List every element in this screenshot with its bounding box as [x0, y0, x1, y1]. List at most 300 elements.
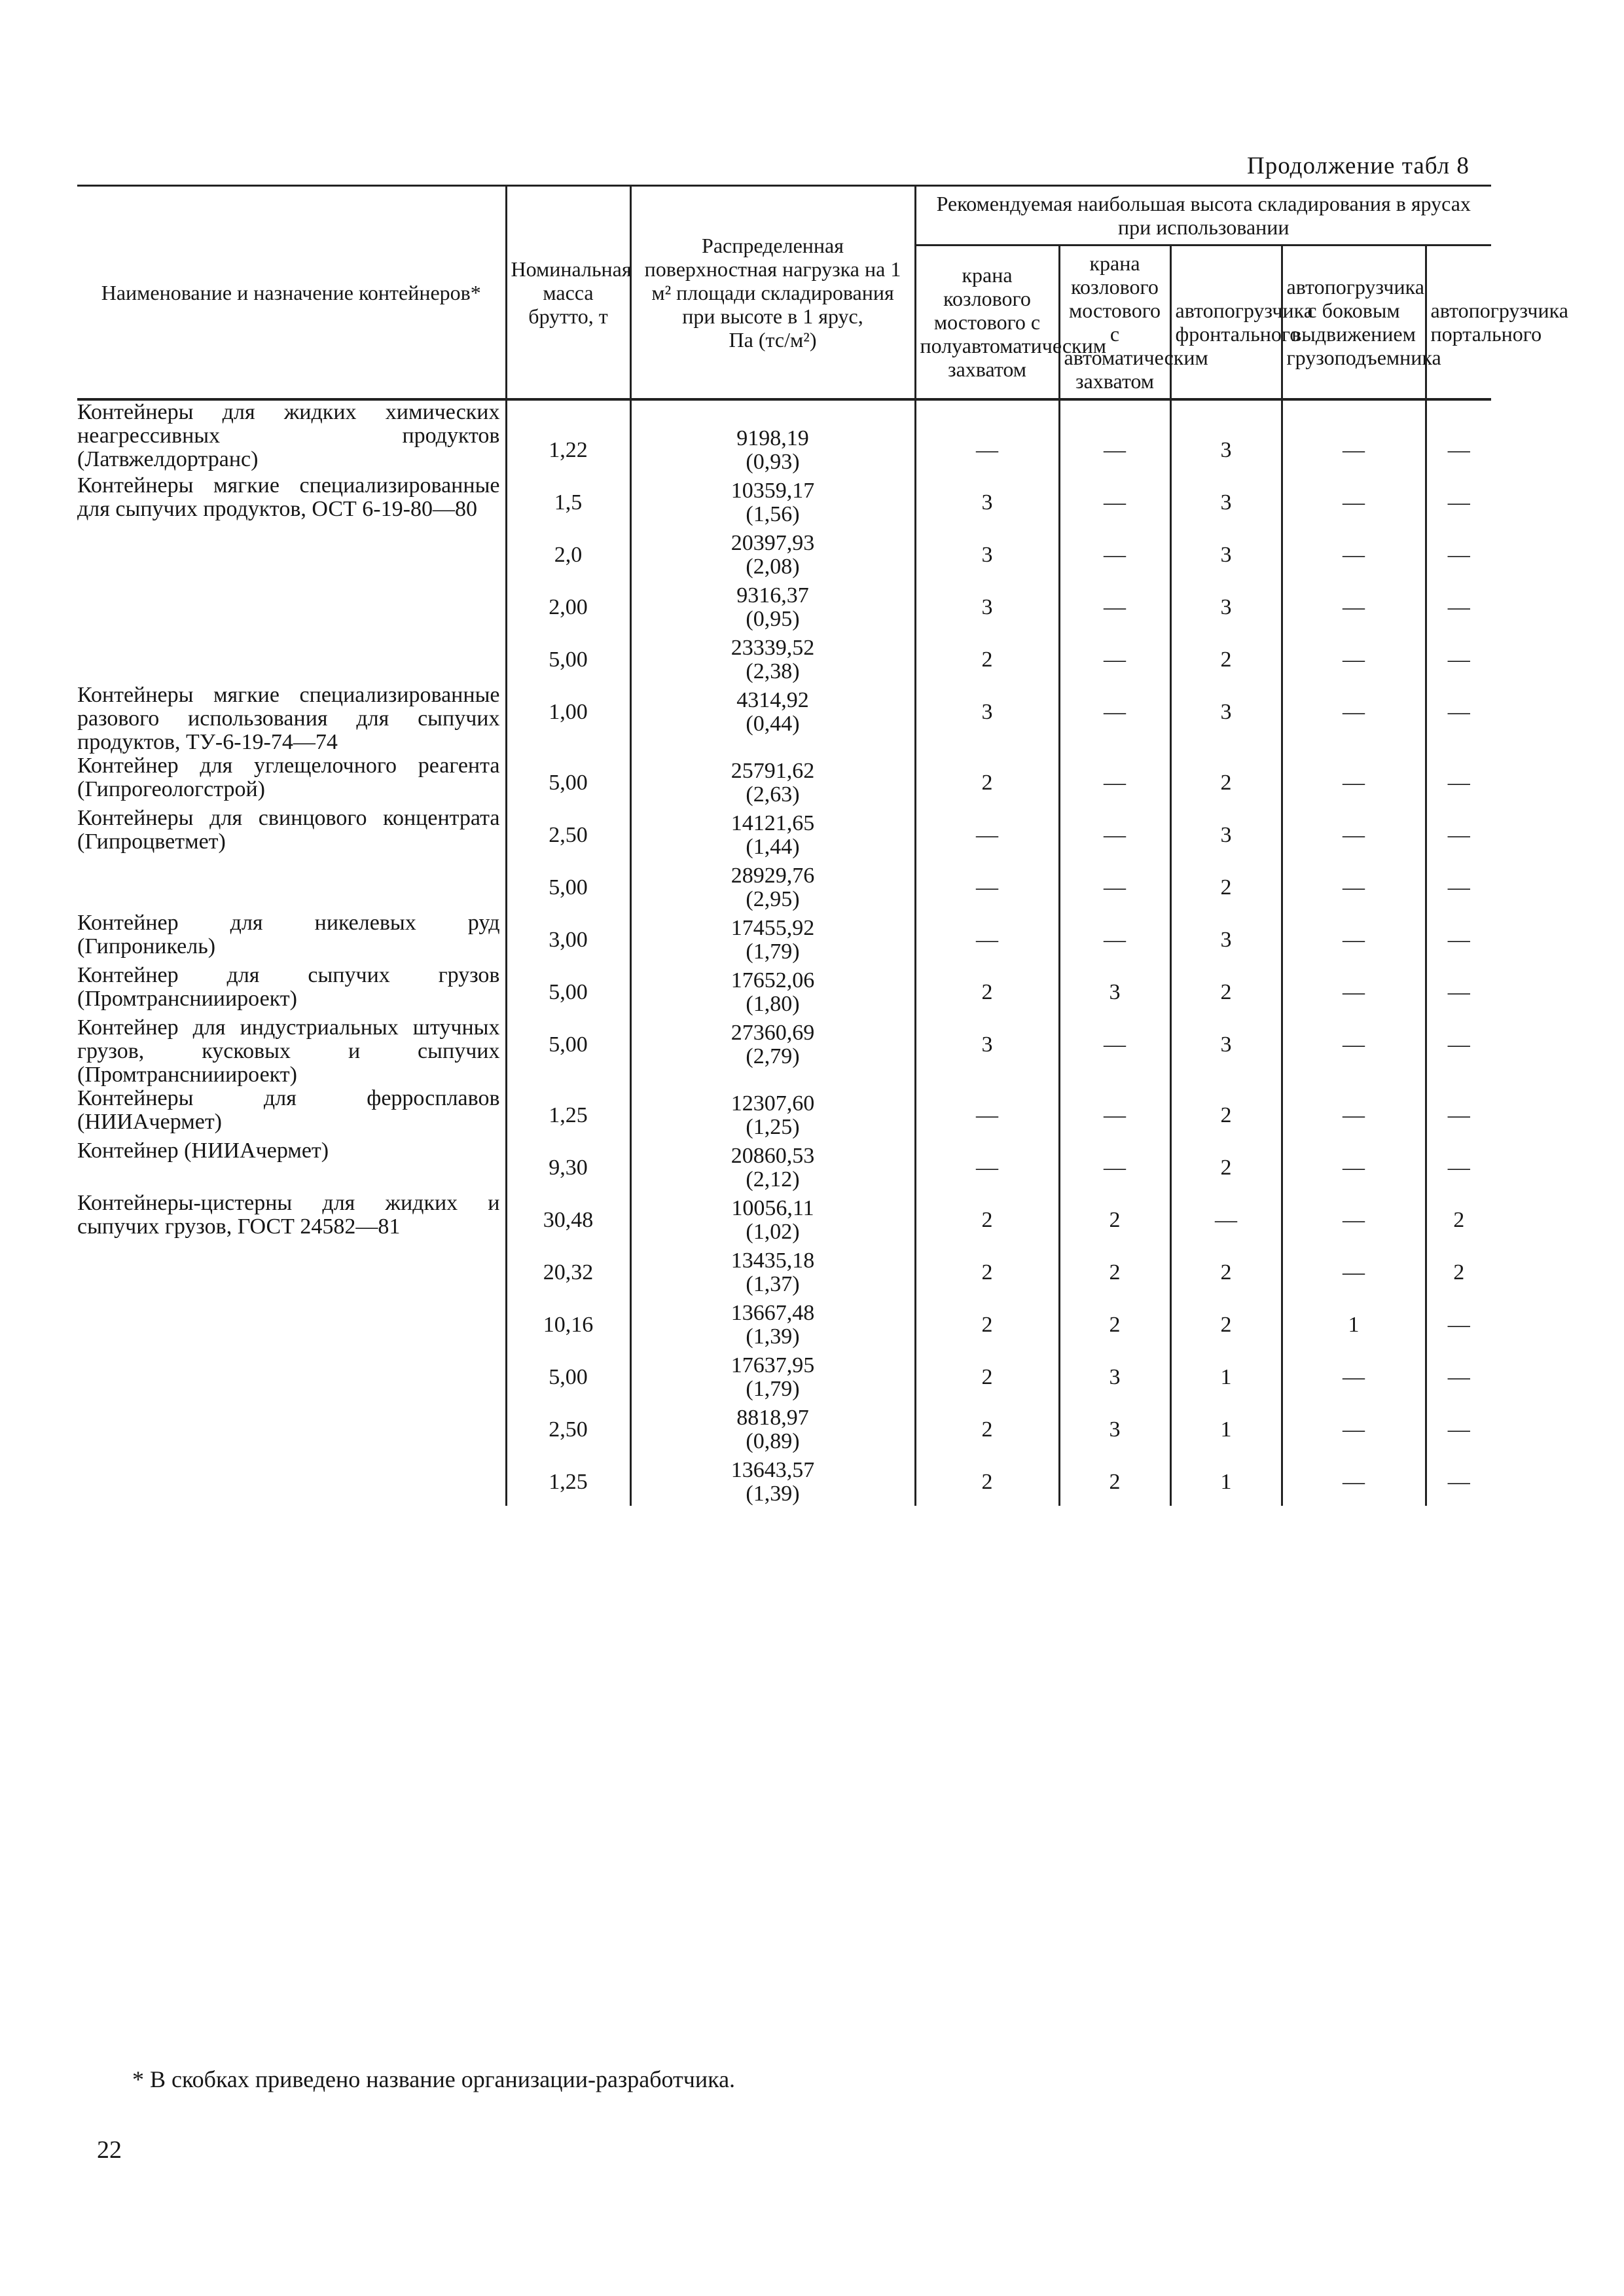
height-value: 2	[1220, 1313, 1232, 1337]
container-name: Контейнер для углещелочного реагента (Гипрогеологстрой)	[77, 754, 500, 801]
height-cell-2	[1059, 859, 1170, 911]
load-tc: (2,79)	[746, 1044, 800, 1068]
mass-cell	[506, 1296, 630, 1349]
load-cell	[630, 399, 915, 474]
height-cell-4	[1282, 1453, 1426, 1506]
height-cell-5	[1426, 1192, 1491, 1244]
height-value: —	[1104, 700, 1126, 724]
load-cell	[630, 807, 915, 859]
height-cell-3	[1170, 631, 1282, 683]
load-tc: (1,37)	[746, 1272, 800, 1296]
height-cell-1	[915, 683, 1059, 754]
height-cell-5	[1426, 526, 1491, 579]
height-value: 2	[1453, 1260, 1465, 1285]
mass-value: 2,50	[549, 823, 588, 847]
height-value: 2	[1109, 1260, 1121, 1285]
load-tc: (1,79)	[746, 1377, 800, 1401]
height-cell-5	[1426, 474, 1491, 526]
height-value: —	[976, 875, 998, 900]
load-cell	[630, 911, 915, 964]
height-cell-5	[1426, 1453, 1491, 1506]
height-value: —	[1447, 490, 1470, 515]
height-value: —	[1447, 543, 1470, 567]
height-value: —	[1447, 1313, 1470, 1337]
height-cell-3	[1170, 1139, 1282, 1192]
height-value: 2	[1109, 1313, 1121, 1337]
mass-cell	[506, 911, 630, 964]
height-value: —	[1343, 1470, 1365, 1494]
height-value: —	[1447, 823, 1470, 847]
load-cell	[630, 859, 915, 911]
height-value: —	[1104, 928, 1126, 952]
height-value: 2	[981, 647, 993, 672]
container-name: Контейнеры мягкие специализированные разового использования для сыпучих продуктов, ТУ-6-19-74—74	[77, 683, 500, 754]
height-cell-3	[1170, 859, 1282, 911]
height-cell-2	[1059, 1296, 1170, 1349]
height-value: 3	[981, 543, 993, 567]
load-pa: 9198,19	[736, 426, 809, 450]
load-tc: (1,56)	[746, 502, 800, 526]
mass-value: 5,00	[549, 647, 588, 672]
height-value: 3	[981, 1032, 993, 1057]
mass-cell	[506, 526, 630, 579]
container-name: Контейнеры-цистерны для жидких и сыпучих грузов, ГОСТ 24582—81	[77, 1191, 500, 1239]
load-pa: 10359,17	[731, 479, 815, 503]
container-name: Контейнер для индустриальных штучных грузов, кусковых и сыпучих (Промтранснииироект)	[77, 1015, 500, 1087]
height-cell-1	[915, 911, 1059, 964]
height-cell-1	[915, 807, 1059, 859]
height-value: —	[1104, 875, 1126, 900]
load-tc: (2,12)	[746, 1167, 800, 1192]
height-cell-1	[915, 1349, 1059, 1401]
height-value: 3	[1109, 1417, 1121, 1442]
height-cell-3	[1170, 526, 1282, 579]
mass-cell	[506, 754, 630, 807]
height-cell-4	[1282, 1244, 1426, 1296]
height-value: 2	[1220, 1103, 1232, 1127]
load-pa: 23339,52	[731, 636, 815, 660]
height-cell-5	[1426, 859, 1491, 911]
mass-cell	[506, 399, 630, 474]
height-value: —	[1215, 1208, 1237, 1232]
header-sub-4: автопогрузчика с боковым выдвижением грузоподъемника	[1282, 246, 1426, 400]
height-cell-5	[1426, 631, 1491, 683]
load-pa: 17455,92	[731, 916, 815, 940]
height-value: —	[1343, 438, 1365, 462]
height-cell-5	[1426, 1087, 1491, 1139]
height-cell-3	[1170, 1349, 1282, 1401]
mass-cell	[506, 1244, 630, 1296]
height-value: —	[1343, 771, 1365, 795]
height-value: 2	[1220, 647, 1232, 672]
table-row	[77, 1139, 1491, 1192]
mass-cell	[506, 474, 630, 526]
height-cell-1	[915, 1401, 1059, 1453]
header-load-unit: Па (тс/м²)	[729, 327, 817, 352]
height-cell-4	[1282, 911, 1426, 964]
mass-value: 5,00	[549, 875, 588, 900]
header-sub-2: крана козлового мостового с автоматическим захватом	[1059, 246, 1170, 400]
table-header	[77, 186, 1568, 400]
height-value: —	[1343, 1417, 1365, 1442]
height-value: 2	[1220, 875, 1232, 900]
height-value: 2	[1220, 1260, 1232, 1285]
height-value: —	[1104, 595, 1126, 619]
height-cell-4	[1282, 1192, 1426, 1244]
mass-cell	[506, 579, 630, 631]
height-cell-5	[1426, 964, 1491, 1016]
load-tc: (1,44)	[746, 835, 800, 859]
mass-value: 1,25	[549, 1470, 588, 1494]
mass-value: 2,0	[554, 543, 583, 567]
height-value: —	[1447, 1156, 1470, 1180]
height-cell-1	[915, 964, 1059, 1016]
height-value: —	[1104, 771, 1126, 795]
height-cell-3	[1170, 474, 1282, 526]
height-value: 3	[1220, 595, 1232, 619]
height-cell-2	[1059, 1016, 1170, 1087]
header-height-group: Рекомендуемая наибольшая высота складирования в ярусах при использовании	[915, 186, 1491, 246]
height-value: —	[976, 823, 998, 847]
header-mass-col: Номинальная масса брутто, т	[506, 186, 630, 400]
height-value: —	[1343, 490, 1365, 515]
height-value: —	[1447, 1365, 1470, 1389]
height-value: —	[1343, 1260, 1365, 1285]
header-sub-1: крана козлового мостового с полуавтоматическим захватом	[915, 246, 1059, 400]
height-cell-4	[1282, 1087, 1426, 1139]
height-cell-1	[915, 579, 1059, 631]
height-cell-5	[1426, 1139, 1491, 1192]
height-value: —	[1447, 1417, 1470, 1442]
height-value: —	[1447, 1103, 1470, 1127]
height-cell-3	[1170, 964, 1282, 1016]
height-cell-2	[1059, 911, 1170, 964]
load-tc: (0,44)	[746, 712, 800, 736]
load-cell	[630, 1401, 915, 1453]
height-cell-2	[1059, 683, 1170, 754]
height-cell-2	[1059, 526, 1170, 579]
height-value: —	[1343, 980, 1365, 1004]
height-cell-4	[1282, 526, 1426, 579]
load-pa: 14121,65	[731, 811, 815, 835]
height-value: —	[1447, 875, 1470, 900]
height-value: —	[1343, 647, 1365, 672]
table-row	[77, 754, 1491, 807]
height-value: —	[1447, 1032, 1470, 1057]
load-cell	[630, 579, 915, 631]
load-tc: (1,39)	[746, 1324, 800, 1349]
mass-cell	[506, 1139, 630, 1192]
height-value: 3	[1220, 1032, 1232, 1057]
load-cell	[630, 631, 915, 683]
height-cell-2	[1059, 807, 1170, 859]
height-cell-5	[1426, 1016, 1491, 1087]
height-cell-2	[1059, 1244, 1170, 1296]
height-cell-3	[1170, 1296, 1282, 1349]
height-value: —	[1343, 875, 1365, 900]
load-tc: (1,80)	[746, 992, 800, 1016]
load-pa: 20397,93	[731, 531, 815, 555]
height-cell-1	[915, 1296, 1059, 1349]
load-tc: (2,63)	[746, 782, 800, 807]
load-tc: (2,95)	[746, 887, 800, 911]
mass-cell	[506, 1016, 630, 1087]
mass-value: 1,00	[549, 700, 588, 724]
height-value: —	[1447, 928, 1470, 952]
height-cell-1	[915, 1244, 1059, 1296]
height-cell-2	[1059, 1192, 1170, 1244]
load-tc: (0,89)	[746, 1429, 800, 1453]
load-cell	[630, 474, 915, 526]
load-tc: (1,25)	[746, 1115, 800, 1139]
mass-value: 5,00	[549, 771, 588, 795]
height-value: 2	[1109, 1208, 1121, 1232]
height-value: 2	[981, 1365, 993, 1389]
table-row	[77, 399, 1491, 474]
height-value: —	[1104, 543, 1126, 567]
load-tc: (1,79)	[746, 939, 800, 964]
height-cell-2	[1059, 1401, 1170, 1453]
height-value: 3	[1220, 543, 1232, 567]
height-cell-1	[915, 754, 1059, 807]
height-cell-5	[1426, 911, 1491, 964]
height-cell-4	[1282, 1139, 1426, 1192]
height-cell-4	[1282, 1296, 1426, 1349]
height-cell-1	[915, 1016, 1059, 1087]
height-cell-3	[1170, 1401, 1282, 1453]
load-cell	[630, 1016, 915, 1087]
height-value: 2	[1220, 1156, 1232, 1180]
height-value: 1	[1220, 1470, 1232, 1494]
height-value: —	[1447, 647, 1470, 672]
container-name: Контейнер для никелевых руд (Гипроникель)	[77, 911, 500, 958]
load-tc: (0,93)	[746, 450, 800, 474]
mass-value: 2,00	[549, 595, 588, 619]
height-cell-4	[1282, 1401, 1426, 1453]
table-row	[77, 964, 1491, 1016]
height-value: —	[1447, 438, 1470, 462]
height-cell-3	[1170, 399, 1282, 474]
mass-value: 2,50	[549, 1417, 588, 1442]
load-cell	[630, 683, 915, 754]
mass-cell	[506, 1349, 630, 1401]
load-tc: (2,38)	[746, 659, 800, 683]
container-name: Контейнеры для свинцового концентрата (Гипроцветмет)	[77, 806, 500, 854]
height-cell-2	[1059, 474, 1170, 526]
height-cell-2	[1059, 754, 1170, 807]
load-pa: 25791,62	[731, 759, 815, 783]
load-cell	[630, 964, 915, 1016]
table-row	[77, 1192, 1491, 1244]
height-value: —	[1447, 700, 1470, 724]
height-value: —	[1343, 700, 1365, 724]
height-value: —	[1447, 595, 1470, 619]
height-cell-1	[915, 526, 1059, 579]
height-value: —	[1104, 490, 1126, 515]
height-value: 3	[1220, 490, 1232, 515]
height-cell-3	[1170, 1016, 1282, 1087]
table-row	[77, 683, 1491, 754]
container-name: Контейнер для сыпучих грузов (Промтранснииироект)	[77, 963, 500, 1011]
load-cell	[630, 1192, 915, 1244]
containers-table	[77, 185, 1568, 1506]
table-row	[77, 911, 1491, 964]
height-cell-4	[1282, 1349, 1426, 1401]
mass-value: 3,00	[549, 928, 588, 952]
mass-value: 1,5	[554, 490, 583, 515]
load-tc: (0,95)	[746, 607, 800, 631]
height-value: 2	[981, 1313, 993, 1337]
height-value: 1	[1220, 1365, 1232, 1389]
height-value: 3	[981, 490, 993, 515]
load-pa: 28929,76	[731, 864, 815, 888]
height-cell-2	[1059, 964, 1170, 1016]
height-value: —	[1104, 1032, 1126, 1057]
table-body	[77, 399, 1491, 1506]
height-value: —	[1447, 1470, 1470, 1494]
height-cell-1	[915, 1139, 1059, 1192]
height-cell-2	[1059, 1087, 1170, 1139]
load-tc: (2,08)	[746, 555, 800, 579]
load-pa: 10056,11	[731, 1196, 814, 1220]
mass-cell	[506, 631, 630, 683]
load-pa: 17637,95	[731, 1353, 815, 1377]
load-cell	[630, 754, 915, 807]
height-cell-3	[1170, 807, 1282, 859]
height-cell-4	[1282, 579, 1426, 631]
height-cell-2	[1059, 1139, 1170, 1192]
height-value: 3	[981, 595, 993, 619]
container-name: Контейнеры мягкие специализированные для сыпучих продуктов, ОСТ 6-19-80—80	[77, 473, 500, 521]
header-name-col: Наименование и назначение контейнеров*	[77, 186, 506, 400]
height-cell-3	[1170, 579, 1282, 631]
mass-cell	[506, 1192, 630, 1244]
load-tc: (1,39)	[746, 1482, 800, 1506]
height-cell-5	[1426, 683, 1491, 754]
mass-cell	[506, 683, 630, 754]
load-pa: 4314,92	[736, 688, 809, 712]
height-value: 1	[1348, 1313, 1360, 1337]
mass-value: 20,32	[543, 1260, 594, 1285]
load-tc: (1,02)	[746, 1220, 800, 1244]
height-cell-3	[1170, 911, 1282, 964]
height-cell-3	[1170, 1244, 1282, 1296]
container-name: Контейнеры для ферросплавов (НИИАчермет)	[77, 1086, 500, 1134]
height-cell-4	[1282, 754, 1426, 807]
height-value: 2	[981, 1260, 993, 1285]
height-value: 2	[981, 1417, 993, 1442]
height-cell-4	[1282, 399, 1426, 474]
table-row	[77, 807, 1491, 859]
height-value: 3	[1220, 438, 1232, 462]
height-cell-5	[1426, 1401, 1491, 1453]
height-value: —	[1104, 823, 1126, 847]
height-cell-1	[915, 399, 1059, 474]
table-row	[77, 474, 1491, 526]
height-value: 2	[981, 1470, 993, 1494]
container-name: Контейнеры для жидких химических неагрессивных продуктов (Латвжелдортранс)	[77, 400, 500, 471]
height-cell-4	[1282, 1016, 1426, 1087]
height-cell-3	[1170, 1087, 1282, 1139]
load-cell	[630, 1296, 915, 1349]
table-row	[77, 1087, 1491, 1139]
mass-cell	[506, 1401, 630, 1453]
height-value: 3	[1220, 823, 1232, 847]
height-cell-4	[1282, 807, 1426, 859]
height-cell-4	[1282, 683, 1426, 754]
header-sub-3: автопогрузчика фронтального	[1170, 246, 1282, 400]
mass-value: 5,00	[549, 1365, 588, 1389]
table-row	[77, 1016, 1491, 1087]
mass-value: 5,00	[549, 1032, 588, 1057]
height-value: —	[1104, 1156, 1126, 1180]
load-cell	[630, 1244, 915, 1296]
height-cell-5	[1426, 807, 1491, 859]
height-value: —	[1343, 1103, 1365, 1127]
height-value: 3	[1109, 1365, 1121, 1389]
height-cell-2	[1059, 1453, 1170, 1506]
height-cell-1	[915, 631, 1059, 683]
page-number: 22	[97, 2136, 122, 2164]
load-pa: 13643,57	[731, 1458, 815, 1482]
load-pa: 8818,97	[736, 1406, 809, 1430]
load-cell	[630, 1453, 915, 1506]
height-cell-3	[1170, 683, 1282, 754]
height-cell-5	[1426, 754, 1491, 807]
load-pa: 13435,18	[731, 1248, 815, 1273]
load-cell	[630, 1139, 915, 1192]
height-cell-5	[1426, 1296, 1491, 1349]
mass-cell	[506, 1453, 630, 1506]
height-value: —	[976, 928, 998, 952]
height-cell-5	[1426, 1244, 1491, 1296]
height-cell-4	[1282, 474, 1426, 526]
height-cell-3	[1170, 754, 1282, 807]
height-cell-1	[915, 1453, 1059, 1506]
height-cell-4	[1282, 631, 1426, 683]
header-load-col	[630, 186, 915, 400]
mass-value: 9,30	[549, 1156, 588, 1180]
height-cell-2	[1059, 631, 1170, 683]
height-value: —	[1447, 980, 1470, 1004]
height-cell-1	[915, 1087, 1059, 1139]
height-cell-2	[1059, 1349, 1170, 1401]
header-sub-5: автопогрузчика портального	[1426, 246, 1491, 400]
mass-value: 1,22	[549, 438, 588, 462]
load-cell	[630, 1087, 915, 1139]
height-value: —	[976, 1103, 998, 1127]
height-value: 3	[1220, 928, 1232, 952]
footnote: * В скобках приведено название организации-разработчика.	[132, 2066, 736, 2092]
mass-cell	[506, 964, 630, 1016]
height-cell-4	[1282, 964, 1426, 1016]
height-value: 3	[1220, 700, 1232, 724]
height-value: —	[1343, 823, 1365, 847]
height-value: —	[976, 1156, 998, 1180]
mass-cell	[506, 807, 630, 859]
height-value: 2	[981, 980, 993, 1004]
height-cell-1	[915, 474, 1059, 526]
height-value: 2	[1220, 980, 1232, 1004]
height-value: 2	[981, 771, 993, 795]
mass-value: 1,25	[549, 1103, 588, 1127]
height-value: 2	[1109, 1470, 1121, 1494]
height-value: —	[1343, 595, 1365, 619]
height-value: 2	[1220, 771, 1232, 795]
height-value: —	[1343, 1208, 1365, 1232]
height-cell-2	[1059, 579, 1170, 631]
load-pa: 20860,53	[731, 1144, 815, 1168]
